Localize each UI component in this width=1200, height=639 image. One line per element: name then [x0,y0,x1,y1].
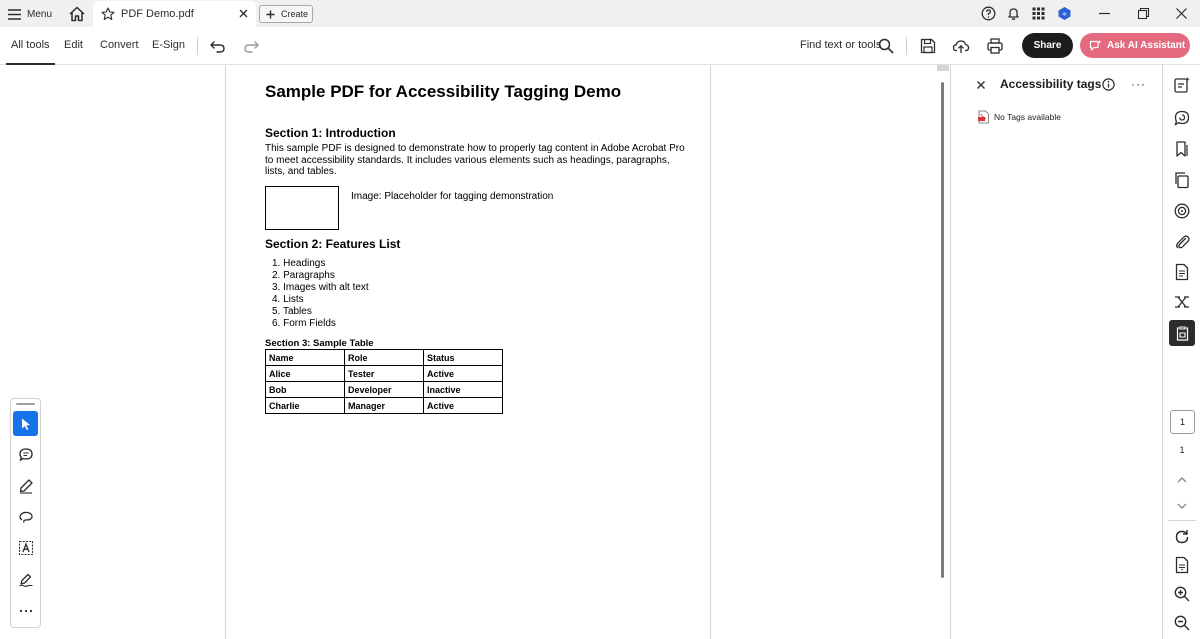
list-item: 6. Form Fields [272,318,336,329]
table-row [266,366,503,382]
no-tags-message [977,110,1061,124]
redo-icon[interactable] [242,37,260,55]
tab-edit[interactable]: Edit [64,39,83,51]
hamburger-icon [8,9,21,20]
panel-title: Accessibility tags [1000,77,1102,91]
comment-tool-button[interactable] [13,442,38,467]
menu-label: Menu [27,8,53,20]
table-header-cell: Name [266,350,345,366]
right-tools-rail [1162,65,1200,639]
order-transform-icon[interactable] [1173,293,1191,311]
table-cell: Inactive [424,382,503,398]
table-header-cell: Status [424,350,503,366]
list-item: 2. Paragraphs [272,270,335,281]
page-scan-icon[interactable] [1173,556,1191,574]
print-icon[interactable] [986,37,1004,55]
zoom-out-icon[interactable] [1173,614,1191,632]
comment-icon [18,447,34,463]
help-icon[interactable] [981,6,996,21]
bell-icon[interactable] [1006,6,1021,21]
sample-table [265,349,503,414]
create-button[interactable] [259,5,313,23]
find-label[interactable]: Find text or tools [800,39,882,51]
more-horizontal-icon [19,609,33,613]
sign-tool-button[interactable] [13,566,38,591]
chevron-down-icon[interactable] [1173,497,1191,515]
info-icon[interactable] [1102,78,1115,91]
vertical-scrollbar[interactable] [941,82,944,578]
table-header-row [266,350,503,366]
table-cell: Manager [345,398,424,414]
features-list [272,258,369,330]
apps-grid-icon[interactable] [1031,6,1046,21]
list-item: 4. Lists [272,294,304,305]
text-box-icon [18,540,34,556]
bookmarks-icon[interactable] [1173,140,1191,158]
tab-title: PDF Demo.pdf [121,8,194,20]
list-item: 5. Tables [272,306,312,317]
tab-all-tools[interactable]: All tools [11,39,50,51]
close-window-icon[interactable] [1174,6,1189,21]
table-cell: Developer [345,382,424,398]
cursor-icon [19,417,33,431]
ask-ai-assistant-button[interactable] [1080,33,1190,58]
tag-clipboard-icon [1175,325,1190,341]
image-caption: Image: Placeholder for tagging demonstration [351,191,554,202]
freehand-tool-button[interactable] [13,504,38,529]
main-toolbar [0,27,1200,65]
lasso-icon [18,509,34,525]
tab-convert[interactable]: Convert [100,39,139,51]
signature-pen-icon [18,571,34,587]
draw-tool-button[interactable] [13,473,38,498]
rail-divider [1168,520,1196,521]
current-page-input[interactable]: 1 [1170,410,1195,434]
table-row [266,398,503,414]
search-icon[interactable] [877,37,895,55]
toolbar-divider [197,37,198,55]
select-tool-button[interactable] [13,411,38,436]
cloud-upload-icon[interactable] [952,37,970,55]
layers-target-icon[interactable] [1173,202,1191,220]
minimize-icon[interactable] [1097,6,1112,21]
restore-icon[interactable] [1136,6,1151,21]
total-pages-label: 1 [1179,445,1185,455]
star-icon[interactable] [101,7,115,21]
ai-assistant-icon [1089,39,1102,52]
section1-paragraph: This sample PDF is designed to demonstrate how to properly tag content in Adobe Acrobat Pro to meet accessibility standards. It includes various elements such as headings, paragraphs, lists, and tables. [265,143,685,177]
quick-tools-rail [10,398,41,628]
list-item: 1. Headings [272,258,326,269]
table-cell: Tester [345,366,424,382]
ask-ai-assistant-label: Ask AI Assistant [1107,40,1186,51]
ai-summary-icon[interactable] [1173,76,1191,94]
pen-icon [18,478,34,494]
home-icon[interactable] [68,5,86,23]
more-tools-button[interactable] [13,598,38,623]
scrollbar-track-top [937,65,949,71]
attachments-icon[interactable] [1173,233,1191,251]
close-tab-icon[interactable] [238,8,249,19]
table-cell: Active [424,398,503,414]
toolbar-divider [906,37,907,55]
table-cell: Alice [266,366,345,382]
pdf-file-icon [977,110,990,124]
title-bar [0,0,1200,27]
accessibility-tags-tab[interactable] [1169,320,1195,346]
pdf-page[interactable] [227,65,711,639]
plus-icon [266,10,275,19]
document-tab[interactable] [93,1,256,27]
section2-heading: Section 2: Features List [265,237,401,251]
table-header-cell: Role [345,350,424,366]
save-icon[interactable] [919,37,937,55]
close-panel-icon[interactable] [976,80,986,90]
drag-handle[interactable] [16,403,35,405]
menu-button[interactable] [8,4,52,24]
panel-more-options-button[interactable]: ··· [1131,77,1146,91]
accessibility-tags-panel [950,65,1162,639]
page-thumbnails-icon[interactable] [1173,171,1191,189]
section3-heading: Section 3: Sample Table [265,338,374,349]
table-cell: Bob [266,382,345,398]
tab-e-sign[interactable]: E-Sign [152,39,186,51]
list-item: 3. Images with alt text [272,282,369,293]
chevron-up-icon[interactable] [1173,471,1191,489]
image-placeholder [265,186,339,230]
account-avatar-icon[interactable] [1057,6,1072,21]
document-viewport[interactable] [227,65,949,639]
document-title: Sample PDF for Accessibility Tagging Demo [265,82,622,101]
document-properties-icon[interactable] [1173,263,1191,281]
refresh-icon[interactable] [1173,528,1191,546]
share-button[interactable]: Share [1022,33,1073,58]
table-row [266,382,503,398]
zoom-in-icon[interactable] [1173,585,1191,603]
undo-icon[interactable] [209,37,227,55]
no-tags-label: No Tags available [994,112,1061,122]
table-cell: Active [424,366,503,382]
table-cell: Charlie [266,398,345,414]
text-tool-button[interactable] [13,535,38,560]
section1-heading: Section 1: Introduction [265,126,396,140]
create-label: Create [281,9,309,19]
comments-icon[interactable] [1173,109,1191,127]
